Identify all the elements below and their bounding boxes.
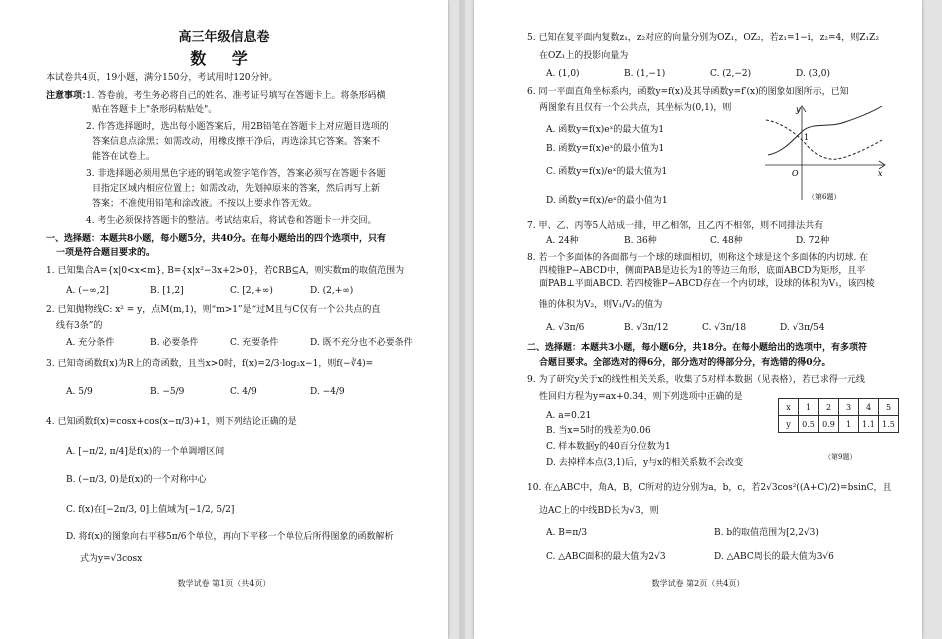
q8-option-d: D. √3π/54 [780,323,825,333]
q5-option-d: D. (3,0) [796,69,830,79]
q2-option-c: C. 充要条件 [230,338,279,348]
q10-option-d: D. △ABC周长的最大值为3√6 [714,552,834,562]
table-cell: 0.5 [799,416,819,433]
q9-option-d: D. 去掉样本点(3,1)后，y与x的相关系数不会改变 [546,458,744,468]
q8-option-b: B. √3π/12 [624,323,669,333]
q8-option-a: A. √3π/6 [546,323,585,333]
question-8-cont: 锥的体积为V₂，则V₁/V₂的值为 [539,300,663,310]
q6-option-a: A. 函数y=f(x)eˣ的最大值为1 [546,125,665,135]
page-2 [474,0,922,639]
page-footer: 数学试卷 第1页（共4页） [177,579,271,588]
question-8: 8. 若一个多面体的各面都与一个球的球面相切，则称这个球是这个多面体的内切球. 在 [527,253,869,263]
q6-option-d: D. 函数y=f(x)/eˣ的最小值为1 [546,196,668,206]
exam-intro: 本试卷共4页，19小题，满分150分，考试用时120分钟。 [46,73,278,83]
section2-heading: 二、选择题：本题共3小题，每小题6分，共18分。在每小题给出的选项中，有多项符 [527,343,868,353]
x-axis-label: x [878,169,883,178]
q4-option-a: A. [−π/2, π/4]是f(x)的一个单调增区间 [66,447,225,457]
page-1 [0,0,448,639]
table-cell: 1 [839,416,859,433]
table-cell: 2 [819,399,839,416]
q4-option-d-cont: 式为y=√3cosx [80,554,143,564]
table-cell: 5 [879,399,899,416]
section1-heading: 一、选择题：本题共8小题，每小题5分，共40分。在每小题给出的四个选项中，只有 [46,234,387,244]
table-cell: y [779,416,799,433]
q9-data-table [778,398,899,433]
question-2-cont: 线有3条”的 [56,321,103,331]
q9-option-b: B. 当x=5时的残差为0.06 [546,426,651,436]
q2-option-b: B. 必要条件 [150,338,199,348]
note-line: 3. 非选择题必须用黑色字迹的钢笔或签字笔作答，答案必须写在答题卡各题 [86,169,386,179]
f-prime-curve [766,120,882,159]
q9-option-c: C. 样本数据y的40百分位数为1 [546,442,671,452]
q4-option-b: B. (−π/3, 0)是f(x)的一个对称中心 [66,475,207,485]
note-line: 能答在试卷上。 [92,152,156,162]
table-cell: 4 [859,399,879,416]
q9-option-a: A. a=0.21 [546,411,592,421]
point-one-label: 1 [804,133,810,142]
exam-title: 高三年级信息卷 [178,30,270,45]
f-curve [768,106,882,155]
table-row [779,399,899,416]
question-4: 4. 已知函数f(x)=cosx+cos(x−π/3)+1，则下列结论正确的是 [46,417,297,427]
y-axis-label: y [796,105,801,114]
note-line: 2. 作答选择题时，选出每小题答案后，用2B铅笔在答题卡上对应题目选项的 [86,122,389,132]
figure-6-graph [760,100,890,205]
q8-option-c: C. √3π/18 [702,323,747,333]
q7-option-d: D. 72种 [796,236,830,246]
page-footer: 数学试卷 第2页（共4页） [651,579,745,588]
q1-option-c: C. [2,+∞) [230,286,273,296]
q10-option-c: C. △ABC面积的最大值为2√3 [546,552,666,562]
table-cell: 1.5 [879,416,899,433]
q7-option-c: C. 48种 [710,236,743,246]
figure-6-caption: （第6题） [808,193,841,201]
q1-option-d: D. (2,+∞) [310,286,354,296]
note-line: 1. 答卷前，考生务必将自己的姓名、准考证号填写在答题卡上。将条形码横 [86,91,386,101]
q1-option-a: A. (−∞,2] [66,286,109,296]
table-cell: x [779,399,799,416]
question-3: 3. 已知奇函数f(x)为R上的奇函数，且当x>0时，f(x)=2/3·log₂x−1，则f(−∛4)= [46,359,374,369]
note-line: 答案；不准使用铅笔和涂改液。不按以上要求作答无效。 [92,199,318,209]
table-cell: 0.9 [819,416,839,433]
q5-option-a: A. (1,0) [546,69,580,79]
question-1: 1. 已知集合A={x|0<x<m}, B={x|x²−3x+2>0}，若∁RB⊆A，则实数m的取值范围为 [46,266,405,276]
q3-option-a: A. 5/9 [66,387,93,397]
q2-option-a: A. 充分条件 [66,338,115,348]
q10-option-b: B. b的取值范围为[2,2√3) [714,528,819,538]
question-10: 10. 在△ABC中，角A，B，C所对的边分别为a，b，c，若2√3cos²((A+C)/2)=bsinC，且 [527,483,892,493]
question-9-cont: 性回归方程为y=ax+0.34，则下列选项中正确的是 [539,392,743,402]
page-gap [459,0,465,639]
q9-table-caption: （第9题） [824,453,857,461]
question-2: 2. 已知抛物线C: x² = y，点M(m,1)，则“m>1”是“过M且与C仅有一个公共点的直 [46,305,381,315]
question-8-cont: 面PAB⊥平面ABCD. 若四棱锥P−ABCD存在一个内切球，设球的体积为V₁，该四棱 [539,279,875,289]
q6-option-b: B. 函数y=f(x)eˣ的最小值为1 [546,144,665,154]
q5-option-c: C. (2,−2) [710,69,752,79]
question-10-cont: 边AC上的中线BD长为√3，则 [539,506,659,516]
question-8-cont: 四棱锥P−ABCD中，侧面PAB是边长为1的等边三角形，底面ABCD为矩形，且平 [539,266,866,276]
q3-option-d: D. −4/9 [310,387,345,397]
table-cell: 1 [799,399,819,416]
q10-option-a: A. B=π/3 [546,528,588,538]
question-5: 5. 已知在复平面内复数z₁，z₂对应的向量分别为OZ₁，OZ₂，若z₁=1−i，z₂=4，则Z₁Z₂ [527,33,880,43]
q7-option-b: B. 36种 [624,236,657,246]
section1-heading-cont: 一项是符合题目要求的。 [56,248,156,258]
q2-option-d: D. 既不充分也不必要条件 [310,338,413,348]
question-9: 9. 为了研究y关于x的线性相关关系，收集了5对样本数据（见表格），若已求得一元线 [527,375,865,385]
q1-option-b: B. [1,2] [150,286,184,296]
question-6-cont: 两图象有且仅有一个公共点，其坐标为(0,1)，则 [539,103,732,113]
note-line: 贴在答题卡上"条形码粘贴处"。 [92,105,218,115]
table-cell: 3 [839,399,859,416]
q5-option-b: B. (1,−1) [624,69,666,79]
q3-option-c: C. 4/9 [230,387,257,397]
q4-option-d: D. 将f(x)的图象向右平移5π/6个单位，再向下平移一个单位后所得图象的函数解析 [66,532,394,542]
table-row [779,416,899,433]
q4-option-c: C. f(x)在[−2π/3, 0]上值域为[−1/2, 5/2] [66,505,235,515]
question-6: 6. 同一平面直角坐标系内，函数y=f(x)及其导函数y=f′(x)的图象如图所示，已知 [527,87,849,97]
question-7: 7. 甲、乙、丙等5人站成一排，甲乙相邻，且乙丙不相邻，则不同排法共有 [527,221,824,231]
origin-label: O [792,169,799,178]
note-line: 4. 考生必须保持答题卡的整洁。考试结束后，将试卷和答题卡一并交回。 [86,216,377,226]
q3-option-b: B. −5/9 [150,387,185,397]
notes-label: 注意事项： [46,91,92,101]
q6-option-c: C. 函数y=f(x)/eˣ的最大值为1 [546,167,668,177]
section2-heading-cont: 合题目要求。全部选对的得6分，部分选对的得部分分，有选错的得0分。 [539,358,831,368]
table-cell: 1.1 [859,416,879,433]
exam-subject: 数 学 [190,49,258,68]
q7-option-a: A. 24种 [546,236,579,246]
question-5-cont: 在OZ₁上的投影向量为 [539,51,629,61]
note-line: 目指定区域内相应位置上；如需改动，先划掉原来的答案，然后再写上新 [92,184,381,194]
note-line: 答案信息点涂黑；如需改动，用橡皮擦干净后，再选涂其它答案。答案不 [92,137,381,147]
